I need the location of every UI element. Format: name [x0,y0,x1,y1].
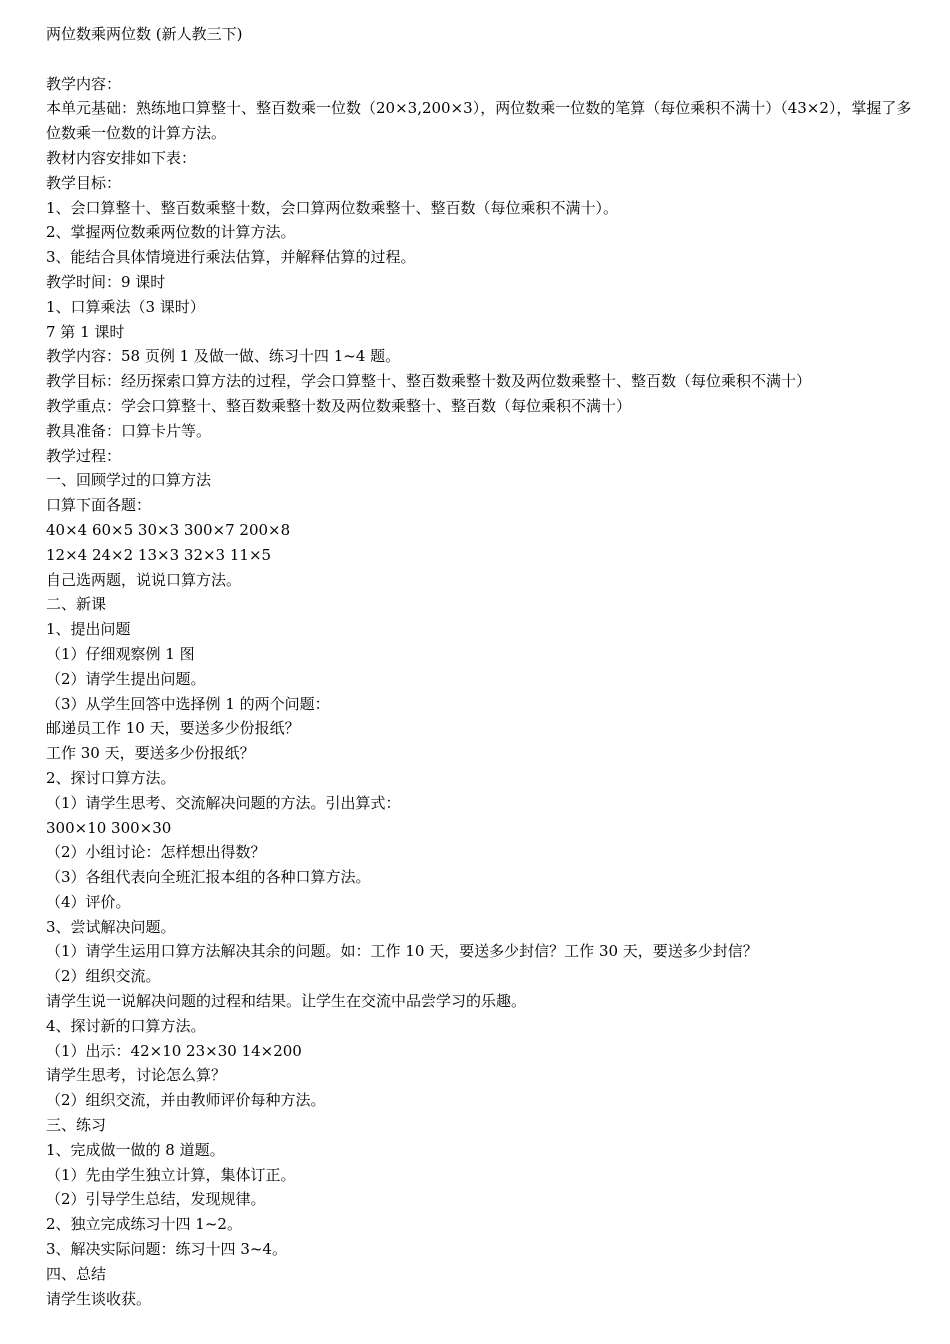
list-item: 2、掌握两位数乘两位数的计算方法。 [46,223,296,242]
list-item: （1）请学生运用口算方法解决其余的问题。如：工作 10 天，要送多少封信？工作 30 天，要送多少封信？ [46,942,758,961]
list-item: （3）各组代表向全班汇报本组的各种口算方法。 [46,868,371,887]
list-item: （1）请学生思考、交流解决问题的方法。引出算式： [46,793,401,812]
list-item: 3、解决实际问题：练习十四 3~4。 [46,1240,287,1259]
section-heading: 一、回顾学过的口算方法 [46,471,212,490]
document-body [46,22,916,1311]
text-line: 工作 30 天，要送多少份报纸？ [46,744,255,763]
section-heading: 四、总结 [46,1264,107,1283]
list-item: 1、完成做一做的 8 道题。 [46,1140,225,1159]
text-line: 教学目标：经历探索口算方法的过程，学会口算整十、整百数乘整十数及两位数乘整十、整百数（每位乘积不满十） [46,372,812,391]
list-item: （2）小组讨论：怎样想出得数？ [46,843,266,862]
list-item: （1）仔细观察例 1 图 [46,644,195,663]
text-line: 自己选两题，说说口算方法。 [46,570,242,589]
math-problems: 40×4 60×5 30×3 300×7 200×8 [46,520,291,539]
section-heading: 二、新课 [46,595,107,614]
list-item: （3）从学生回答中选择例 1 的两个问题： [46,694,330,713]
list-item: （2）引导学生总结，发现规律。 [46,1190,266,1209]
math-problems: 300×10 300×30 [46,818,172,837]
text-line: 7 第 1 课时 [46,322,125,341]
section-heading: 教学内容： [46,74,122,93]
list-item: （1）先由学生独立计算，集体订正。 [46,1165,296,1184]
paragraph-unit-basis: 本单元基础：熟练地口算整十、整百数乘一位数（20×3,200×3），两位数乘一位数的笔算（每位乘积不满十）（43×2），掌握了多位数乘一位数的计算方法。 [46,99,912,143]
blank-line [46,47,916,72]
document-title: 两位数乘两位数 (新人教三下) [46,25,243,43]
text-line: 请学生说一说解决问题的过程和结果。让学生在交流中品尝学习的乐趣。 [46,992,527,1011]
text-line: 请学生思考，讨论怎么算？ [46,1066,227,1085]
section-heading: 教学过程： [46,446,122,465]
text-line: 教学时间：9 课时 [46,272,166,291]
list-item: 4、探讨新的口算方法。 [46,1016,206,1035]
list-item: （2）请学生提出问题。 [46,669,206,688]
list-item: 1、提出问题 [46,620,131,639]
list-item: （2）组织交流，并由教师评价每种方法。 [46,1091,326,1110]
list-item: （2）组织交流。 [46,967,161,986]
text-line: 邮递员工作 10 天，要送多少份报纸？ [46,719,300,738]
list-item: 2、探讨口算方法。 [46,768,176,787]
list-item: 2、独立完成练习十四 1~2。 [46,1215,242,1234]
list-item: 1、会口算整十、整百数乘整十数，会口算两位数乘整十、整百数（每位乘积不满十）。 [46,198,619,217]
math-problems: 12×4 24×2 13×3 32×3 11×5 [46,545,272,564]
text-line: 教具准备：口算卡片等。 [46,421,212,440]
text-line: 教学重点：学会口算整十、整百数乘整十数及两位数乘整十、整百数（每位乘积不满十） [46,396,632,415]
text-line: 1、口算乘法（3 课时） [46,297,205,316]
text-line: 请学生谈收获。 [46,1289,152,1308]
list-item: （1）出示：42×10 23×30 14×200 [46,1041,302,1060]
list-item: （4）评价。 [46,892,131,911]
text-line: 口算下面各题： [46,496,152,515]
list-item: 3、尝试解决问题。 [46,917,176,936]
text-line: 教材内容安排如下表： [46,148,197,167]
section-heading: 三、练习 [46,1116,107,1135]
section-heading: 教学目标： [46,173,122,192]
list-item: 3、能结合具体情境进行乘法估算，并解释估算的过程。 [46,248,416,267]
text-line: 教学内容：58 页例 1 及做一做、练习十四 1~4 题。 [46,347,401,366]
